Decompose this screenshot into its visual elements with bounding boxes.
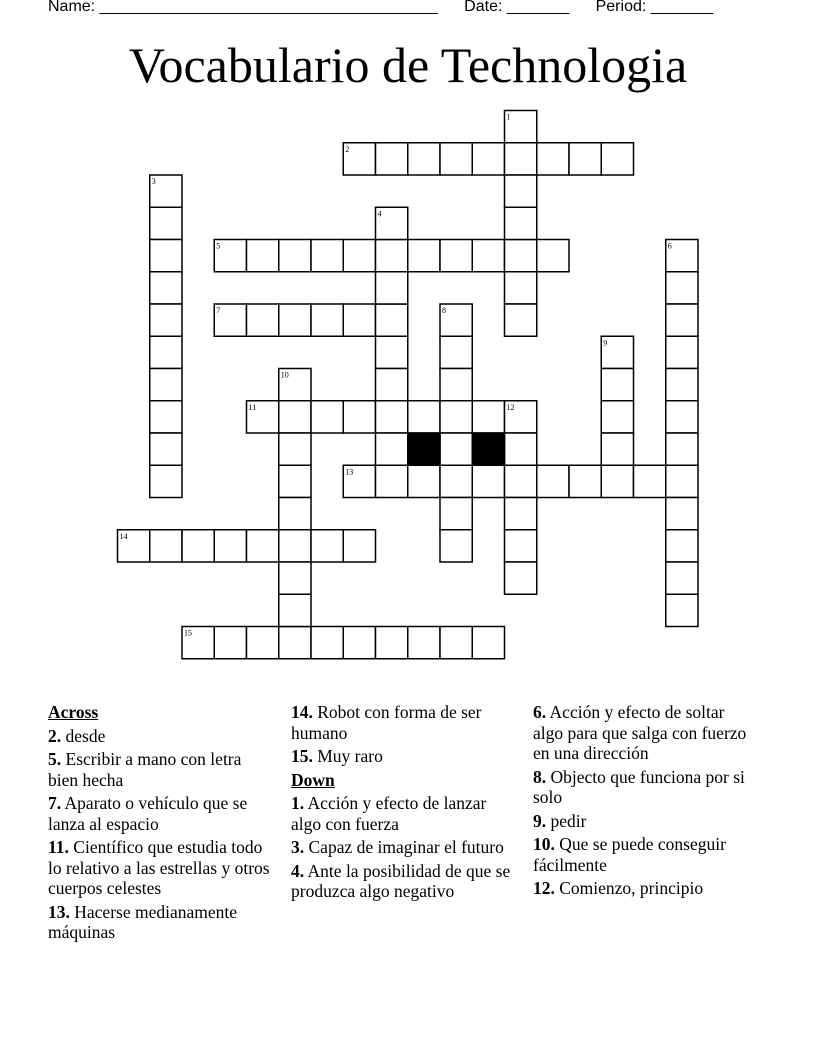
crossword-cell[interactable]	[408, 240, 440, 272]
clue-text: Acción y efecto de lanzar algo con fuerza	[291, 793, 487, 834]
crossword-cell[interactable]	[376, 433, 408, 465]
crossword-cell[interactable]	[440, 143, 472, 175]
crossword-cell[interactable]	[666, 272, 698, 304]
crossword-cell[interactable]	[408, 401, 440, 433]
crossword-cell[interactable]	[343, 240, 375, 272]
black-square	[472, 433, 504, 465]
crossword-cell[interactable]	[440, 336, 472, 368]
crossword-cell[interactable]	[311, 304, 343, 336]
clues-column-1	[48, 702, 273, 946]
crossword-cell[interactable]	[666, 433, 698, 465]
crossword-cell[interactable]	[311, 530, 343, 562]
clue-number: 4.	[291, 860, 305, 881]
clue-text: desde	[65, 725, 106, 746]
name-field[interactable]: Name: ______________________________________	[48, 0, 438, 15]
crossword-cell[interactable]	[634, 465, 666, 497]
crossword-cell[interactable]	[472, 240, 504, 272]
clue-down-6	[533, 702, 758, 764]
clue-across-15	[291, 746, 511, 767]
crossword-cell[interactable]	[343, 627, 375, 659]
crossword-cell[interactable]	[376, 401, 408, 433]
clues-column-2	[291, 702, 511, 905]
crossword-cell[interactable]	[376, 240, 408, 272]
crossword-cell[interactable]	[279, 304, 311, 336]
crossword-cell[interactable]	[214, 530, 246, 562]
crossword-cell[interactable]	[279, 498, 311, 530]
crossword-cell[interactable]	[343, 401, 375, 433]
crossword-cell[interactable]	[279, 465, 311, 497]
crossword-cell[interactable]	[505, 272, 537, 304]
clue-number-label: 11	[248, 402, 257, 412]
black-square	[408, 433, 440, 465]
crossword-cell[interactable]	[537, 143, 569, 175]
clue-number-label: 10	[280, 370, 289, 380]
crossword-cell[interactable]	[505, 175, 537, 207]
clue-down-12	[533, 878, 758, 899]
clue-text: Aparato o vehículo que se lanza al espacio	[48, 793, 248, 834]
crossword-cell[interactable]	[279, 594, 311, 626]
crossword-cell[interactable]	[150, 304, 182, 336]
crossword-cell[interactable]	[472, 401, 504, 433]
crossword-cell[interactable]	[247, 627, 279, 659]
crossword-cell[interactable]	[472, 627, 504, 659]
clue-number-label: 12	[506, 402, 515, 412]
clue-number-label: 5	[216, 241, 221, 251]
crossword-cell[interactable]	[376, 336, 408, 368]
crossword-cell[interactable]	[601, 465, 633, 497]
clue-number-label: 9	[603, 338, 608, 348]
crossword-cell[interactable]	[440, 433, 472, 465]
crossword-cell[interactable]	[150, 336, 182, 368]
clue-across-11	[48, 837, 273, 899]
crossword-cell[interactable]	[666, 336, 698, 368]
clue-text: Científico que estudia todo lo relativo a las estrellas y otros cuerpos celestes	[48, 837, 270, 898]
crossword-cell[interactable]	[505, 207, 537, 239]
clue-text: Robot con forma de ser humano	[291, 702, 482, 743]
crossword-cell[interactable]	[408, 143, 440, 175]
crossword-cell[interactable]	[666, 530, 698, 562]
crossword-cell[interactable]	[537, 240, 569, 272]
date-field[interactable]: Date: _______	[464, 0, 570, 15]
crossword-cell[interactable]	[472, 465, 504, 497]
clue-number-label: 4	[377, 209, 382, 219]
clue-number: 12.	[533, 878, 555, 898]
crossword-cell[interactable]	[440, 369, 472, 401]
clue-number: 3.	[291, 837, 305, 857]
clue-across-7	[48, 793, 273, 834]
crossword-cell[interactable]	[150, 272, 182, 304]
clue-down-3	[291, 837, 511, 858]
clue-number: 5.	[48, 749, 62, 769]
crossword-cell[interactable]	[666, 498, 698, 530]
clue-text: Hacerse medianamente máquinas	[48, 901, 238, 942]
crossword-cell[interactable]	[505, 498, 537, 530]
crossword-cell[interactable]	[376, 143, 408, 175]
clue-across-2	[48, 726, 273, 747]
clue-text: Que se puede conseguir fácilmente	[533, 834, 726, 875]
crossword-cell[interactable]	[376, 272, 408, 304]
crossword-cell[interactable]	[601, 369, 633, 401]
clue-text: Escribir a mano con letra bien hecha	[48, 749, 242, 790]
clue-number: 8.	[533, 766, 547, 787]
clue-number: 1.	[291, 793, 305, 813]
crossword-cell[interactable]	[279, 240, 311, 272]
crossword-cell[interactable]	[440, 498, 472, 530]
clue-down-10	[533, 834, 758, 875]
crossword-cell[interactable]	[247, 304, 279, 336]
crossword-cell[interactable]	[279, 627, 311, 659]
crossword-cell[interactable]	[666, 401, 698, 433]
crossword-cell[interactable]	[440, 465, 472, 497]
crossword-cell[interactable]	[150, 433, 182, 465]
crossword-cell[interactable]	[279, 530, 311, 562]
clue-number-label: 7	[216, 306, 221, 315]
crossword-cell[interactable]	[440, 401, 472, 433]
clue-text: Objecto que funciona por si solo	[533, 766, 745, 807]
clue-across-13	[48, 902, 273, 943]
clue-down-9	[533, 811, 758, 832]
down-heading: Down	[291, 769, 335, 790]
clue-down-1	[291, 793, 511, 834]
crossword-cell[interactable]	[666, 594, 698, 626]
crossword-cell[interactable]	[376, 627, 408, 659]
crossword-cell[interactable]	[214, 627, 246, 659]
clue-number-label: 15	[184, 628, 192, 638]
clue-number: 11.	[48, 837, 69, 857]
crossword-cell[interactable]	[505, 433, 537, 465]
clue-text: Capaz de imaginar el futuro	[308, 837, 504, 857]
crossword-cell[interactable]	[376, 369, 408, 401]
crossword-cell[interactable]	[505, 530, 537, 562]
crossword-cell[interactable]	[569, 143, 601, 175]
crossword-cell[interactable]	[666, 369, 698, 401]
crossword-cell[interactable]	[376, 304, 408, 336]
crossword-cell[interactable]	[247, 240, 279, 272]
crossword-cell[interactable]	[150, 240, 182, 272]
crossword-cell[interactable]	[472, 143, 504, 175]
crossword-cell[interactable]	[150, 207, 182, 239]
clue-number-label: 2	[345, 144, 350, 154]
clue-number: 2.	[48, 725, 62, 746]
crossword-cell[interactable]	[601, 401, 633, 433]
clues-column-3	[533, 702, 758, 902]
crossword-cell[interactable]	[247, 530, 279, 562]
page-title: Vocabulario de Technologia	[128, 37, 688, 93]
across-heading: Across	[48, 702, 99, 722]
crossword-cell[interactable]	[505, 562, 537, 594]
clue-across-5	[48, 749, 273, 790]
clue-number: 15.	[291, 746, 313, 766]
clue-text: Ante la posibilidad de que se produzca algo negativo	[291, 860, 511, 901]
crossword-cell[interactable]	[150, 465, 182, 497]
clue-number: 6.	[533, 702, 547, 722]
clue-number: 10.	[533, 834, 555, 854]
clue-text: Comienzo, principio	[559, 878, 704, 898]
clue-number: 14.	[291, 702, 313, 722]
crossword-cell[interactable]	[440, 627, 472, 659]
crossword-cell[interactable]	[376, 465, 408, 497]
clue-number-label: 6	[667, 241, 672, 251]
clue-across-14	[291, 702, 511, 743]
crossword-cell[interactable]	[505, 304, 537, 336]
crossword-cell[interactable]	[311, 401, 343, 433]
crossword-cell[interactable]	[601, 143, 633, 175]
crossword-cell[interactable]	[311, 240, 343, 272]
clue-number: 13.	[48, 901, 70, 922]
crossword-cell[interactable]	[408, 627, 440, 659]
crossword-cell[interactable]	[150, 530, 182, 562]
clue-down-4	[291, 861, 511, 902]
clue-number: 9.	[533, 810, 547, 831]
crossword-cell[interactable]	[311, 627, 343, 659]
crossword-cell[interactable]	[505, 143, 537, 175]
clue-number-label: 1	[506, 112, 511, 122]
crossword-cell[interactable]	[666, 465, 698, 497]
clue-number-label: 14	[119, 531, 128, 541]
clue-text: Acción y efecto de soltar algo para que salga con fuerzo en una dirección	[533, 702, 747, 763]
crossword-cell[interactable]	[440, 530, 472, 562]
crossword-cell[interactable]	[601, 433, 633, 465]
crossword-cell[interactable]	[150, 401, 182, 433]
crossword-cell[interactable]	[279, 433, 311, 465]
crossword-cell[interactable]	[279, 401, 311, 433]
crossword-cell[interactable]	[666, 562, 698, 594]
clue-down-8	[533, 767, 758, 808]
crossword-cell[interactable]	[569, 465, 601, 497]
clue-number-label: 3	[151, 177, 156, 186]
crossword-cell[interactable]	[343, 304, 375, 336]
period-field[interactable]: Period: _______	[595, 0, 714, 15]
clue-number-label: 8	[442, 306, 446, 315]
clue-text: Muy raro	[317, 746, 383, 766]
crossword-cell[interactable]	[343, 530, 375, 562]
crossword-cell[interactable]	[182, 530, 214, 562]
crossword-cell[interactable]	[150, 369, 182, 401]
crossword-cell[interactable]	[505, 240, 537, 272]
crossword-cell[interactable]	[440, 240, 472, 272]
crossword-cell[interactable]	[505, 465, 537, 497]
crossword-cell[interactable]	[408, 465, 440, 497]
crossword-cell[interactable]	[666, 304, 698, 336]
clue-number-label: 13	[345, 467, 354, 477]
crossword-cell[interactable]	[279, 562, 311, 594]
crossword-cell[interactable]	[537, 465, 569, 497]
clue-number: 7.	[48, 793, 62, 813]
clue-text: pedir	[550, 810, 587, 831]
